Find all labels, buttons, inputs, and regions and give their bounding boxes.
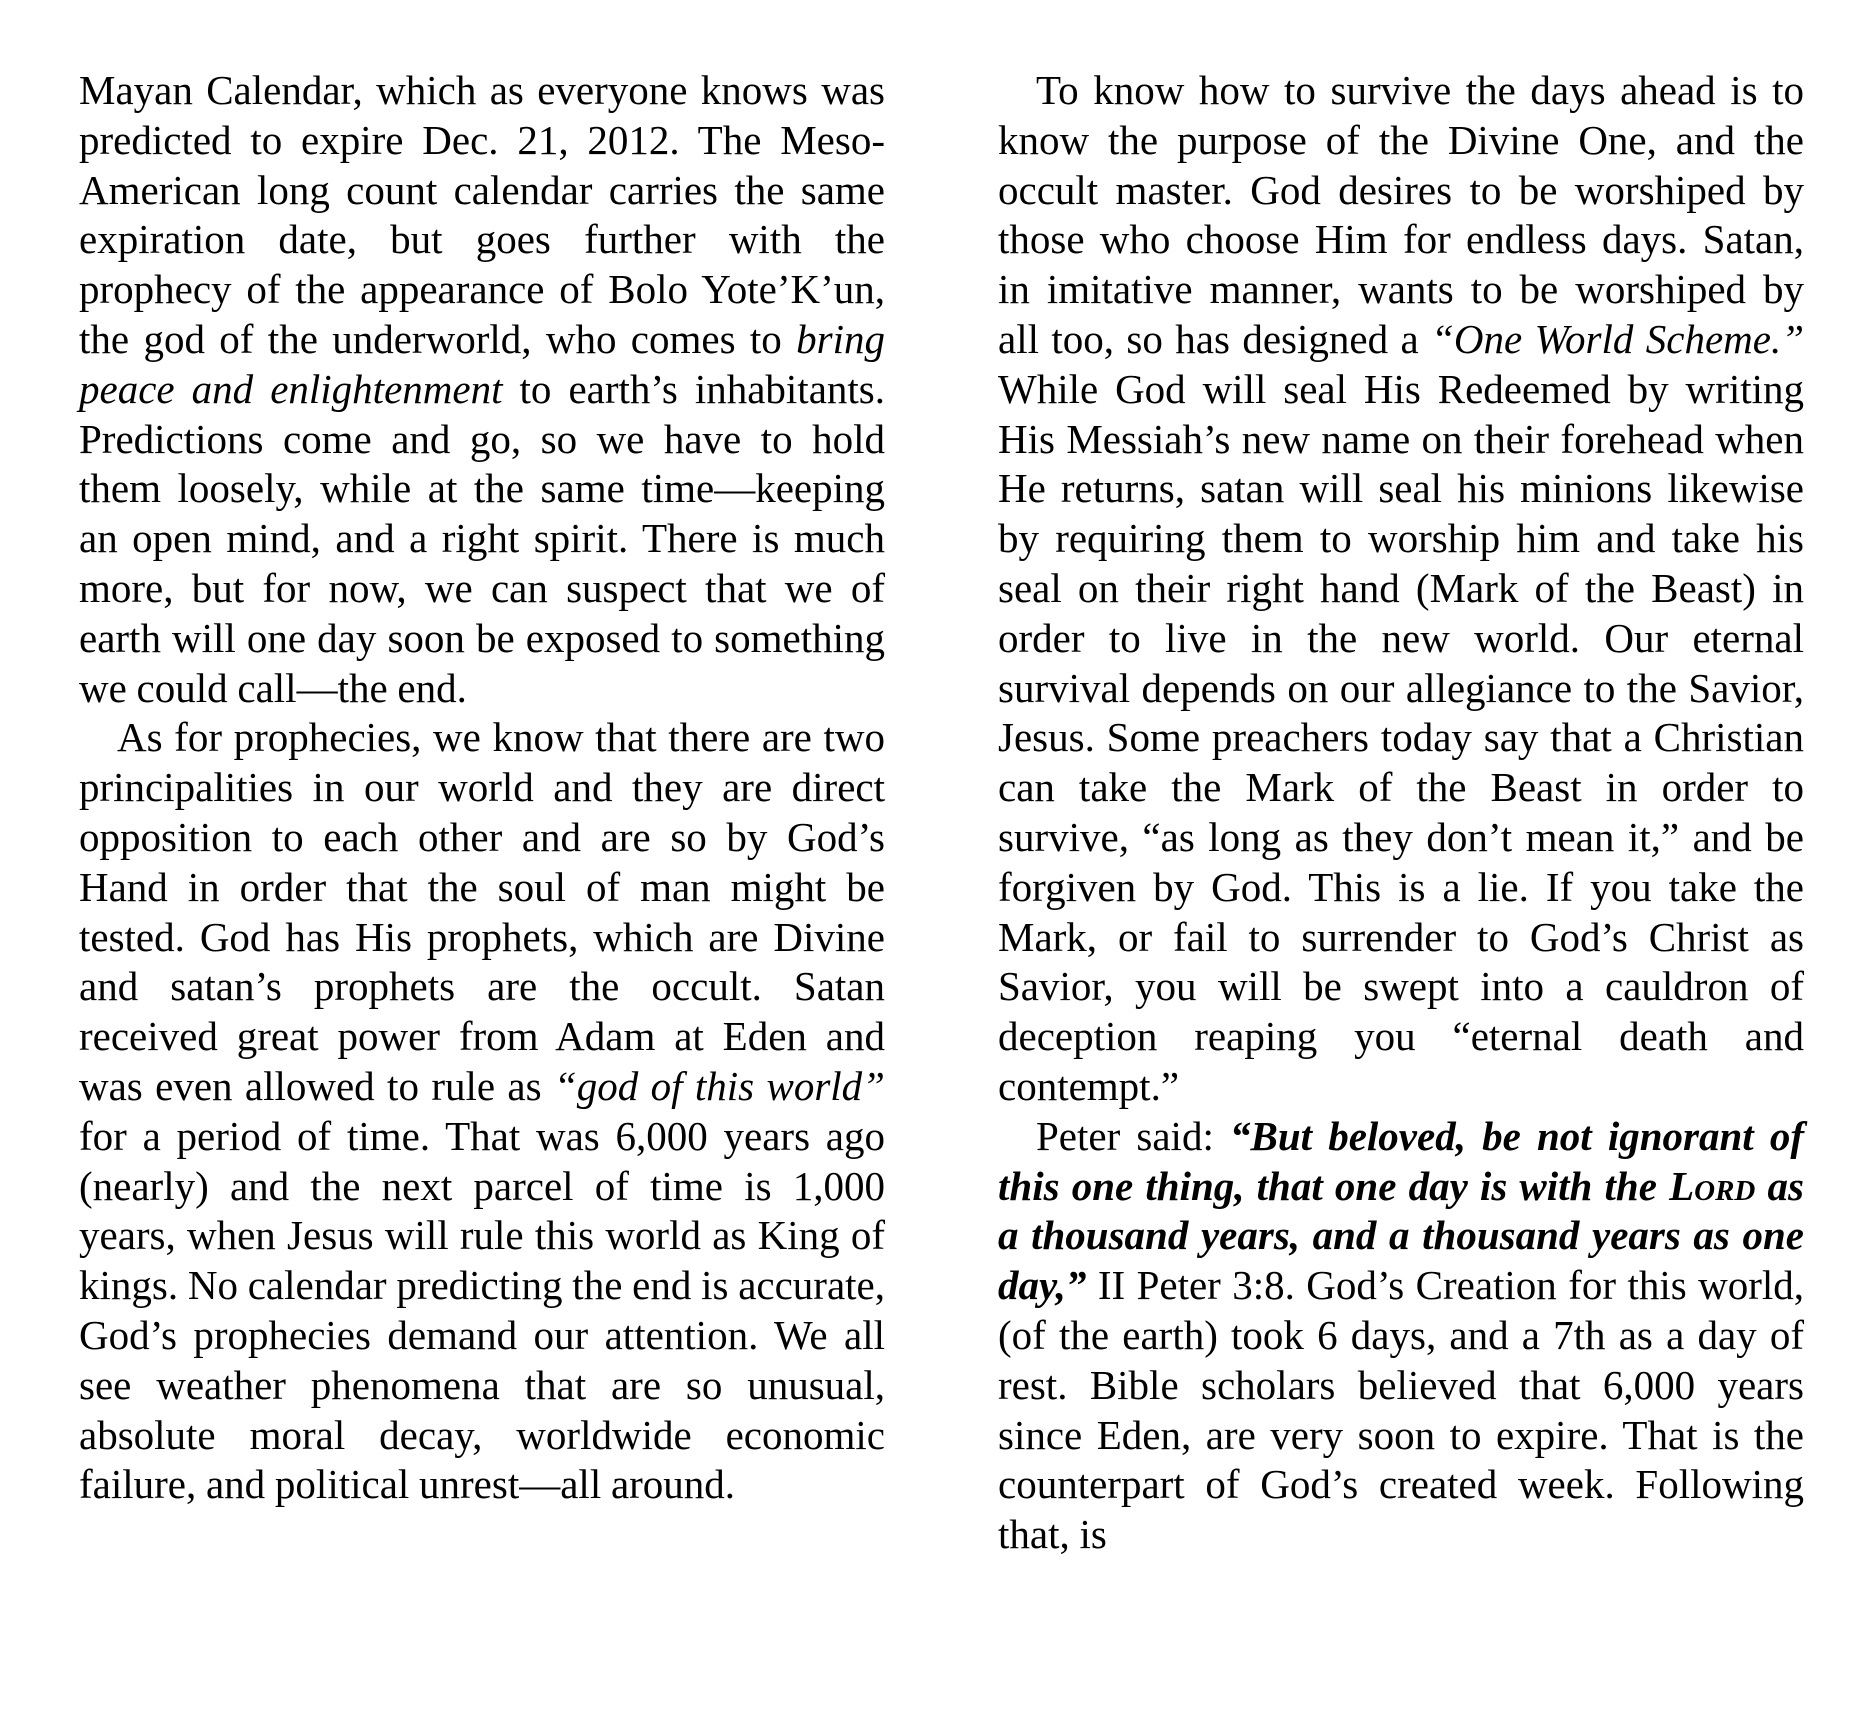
italic-phrase: bring peace and enlightenment — [79, 315, 885, 412]
paragraph-text: II Peter 3:8. God’s Creation for this world, (of the earth) took 6 days, and a 7th as a day of rest. Bible scholars believed that 6,000 years since Eden, are very soon to expire. That is the counterpart of God’s created week. Following that, is — [998, 1262, 1804, 1558]
paragraph-text: As for prophecies, we know that there are two principalities in our world and they are direct opposition to each other and are so by God’s Hand in order that the soul of man might be tested. God has His prophets, which are Divine and satan’s prophets are the occult. Satan received great power from Adam at Eden and was even allowed to rule as — [79, 714, 885, 1109]
paragraph-text: While God will seal His Redeemed by writing His Messiah’s new name on their forehead when He returns, satan will seal his minions likewise by requiring them to worship him and take his seal on their right hand (Mark of the Beast) in order to live in the new world. Our eternal survival depends on our allegiance to the Savior, Jesus. Some preachers today say that a Christian can take the Mark of the Beast in order to survive, “as long as they don’t mean it,” and be forgiven by God. This is a lie. If you take the Mark, or fail to surrender to God’s Christ as Savior, you will be swept into a cauldron of deception reaping you “eternal death and contempt.” — [998, 365, 1804, 1109]
scripture-quote-part: as a thousand years, and a thousand years as one day,” — [998, 1162, 1804, 1309]
paragraph-mayan-calendar — [79, 66, 885, 713]
italic-quote: “god of this world” — [553, 1062, 885, 1109]
paragraph-peter — [998, 1112, 1804, 1560]
scripture-quote-part: “But beloved, be not ignorant of this one thing, that one day is with the — [998, 1112, 1804, 1209]
right-column — [998, 66, 1804, 1560]
italic-quote: “One World Scheme.” — [1431, 315, 1804, 362]
paragraph-text: for a period of time. That was 6,000 years ago (nearly) and the next parcel of time is 1,000 years, when Jesus will rule this world as King of kings. No calendar predicting the end is accurate, God’s prophecies demand our attention. We all see weather phenomena that are so unusual, absolute moral decay, worldwide economic failure, and political unrest—all around. — [79, 1112, 885, 1508]
paragraph-text: To know how to survive the days ahead is to know the purpose of the Divine One, and the occult master. God desires to be worshiped by those who choose Him for endless days. Satan, in imitative manner, wants to be worshiped by all too, so has designed a — [998, 67, 1804, 362]
paragraph-prophecies — [79, 713, 885, 1510]
paragraph-text: Peter said: — [1036, 1112, 1231, 1159]
paragraph-text: to earth’s inhabitants. Predictions come and go, so we have to hold them loosely, while at the same time—keeping an open mind, and a right spirit. There is much more, but for now, we can suspect that we of earth will one day soon be exposed to something we could call—the end. — [79, 365, 885, 711]
paragraph-text: Mayan Calendar, which as everyone knows was predicted to expire Dec. 21, 2012. The Meso-American long count calendar carries the same expiration date, but goes further with the prophecy of the appearance of Bolo Yote’K’un, the god of the underworld, who comes to — [79, 67, 885, 362]
paragraph-survive — [998, 66, 1804, 1112]
scripture-lord: Lord — [1669, 1162, 1756, 1209]
left-column — [79, 66, 885, 1510]
